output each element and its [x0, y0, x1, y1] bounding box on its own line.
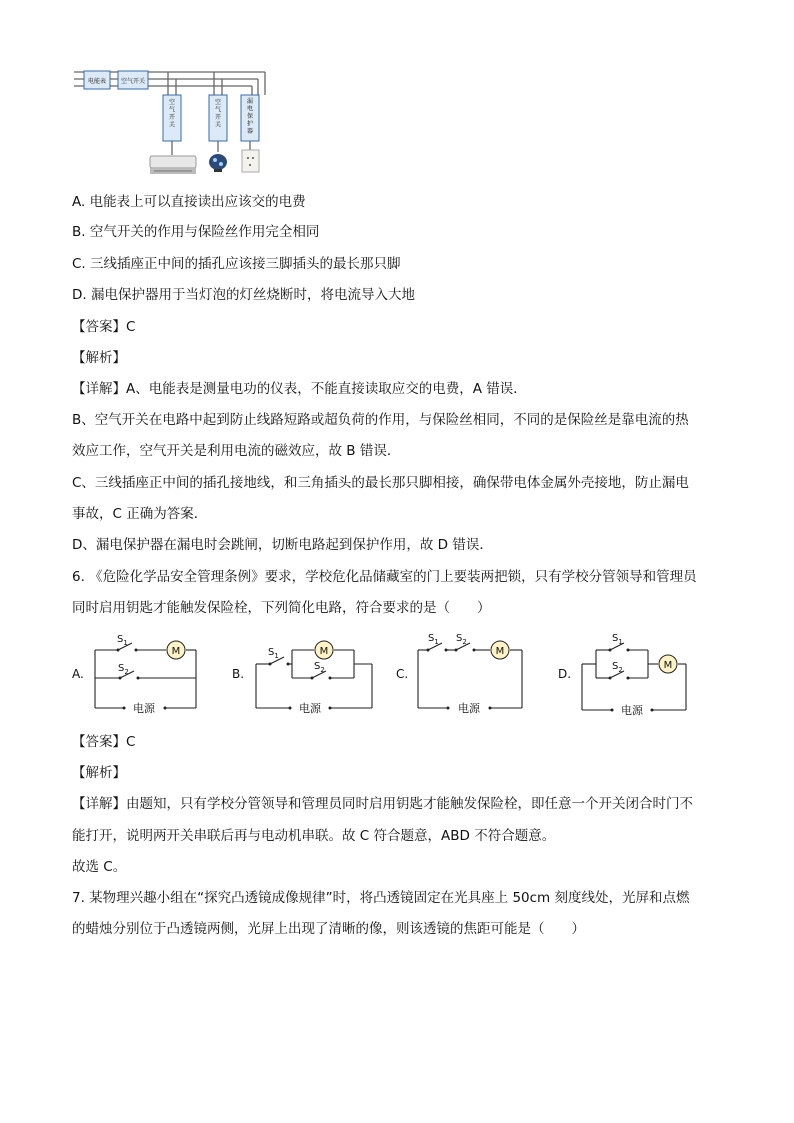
motor-icon [659, 655, 677, 673]
q6-detail-line: 【详解】由题知，只有学校分管领导和管理员同时启用钥匙才能触发保险栓，即任意一个开关闭合时门不 [72, 796, 693, 812]
circuit-option-b: B. [232, 667, 245, 681]
q5-answer: 【答案】C [72, 319, 136, 335]
q5-detail-line: 【详解】A、电能表是测量电功的仪表，不能直接读取应交的电费，A 错误． [72, 381, 527, 397]
main-air-switch-label: 空气开关 [120, 78, 146, 85]
svg-text:S1: $S_1$ [268, 647, 279, 660]
q6-conclusion: 故选 C。 [72, 859, 127, 875]
q6-answer: 【答案】C [72, 734, 136, 750]
svg-text:M: M [495, 646, 505, 657]
q6-detail-line: 能打开，说明两开关串联后再与电动机串联。故 C 符合题意，ABD 不符合题意。 [72, 828, 556, 844]
power-source-label: 电源 [299, 702, 321, 715]
q5-detail-line: D、漏电保护器在漏电时会跳闸，切断电路起到保护作用，故 D 错误． [72, 537, 493, 553]
q7-stem-line: 的蜡烛分别位于凸透镜两侧，光屏上出现了清晰的像，则该透镜的焦距可能是（ ） [72, 921, 585, 937]
circuit-option-d: D. [558, 667, 572, 681]
three-pin-socket-icon [242, 150, 259, 172]
svg-text:S2: $S_2$ [314, 661, 325, 674]
svg-text:S2: $S_2$ [612, 661, 623, 674]
svg-text:S1: $S_1$ [428, 633, 439, 646]
svg-text:S2: $S_2$ [456, 633, 467, 646]
power-source-label: 电源 [621, 704, 643, 717]
q5-option-b: B. 空气开关的作用与保险丝作用完全相同 [72, 224, 320, 240]
q5-option-a: A. 电能表上可以直接读出应该交的电费 [72, 194, 306, 210]
q7-stem-line: 7. 某物理兴趣小组在“探究凸透镜成像规律”时，将凸透镜固定在光具座上 50cm 刻度线处，光屏和点燃 [72, 890, 690, 906]
q5-detail-line: 事故，C 正确为答案． [72, 506, 208, 522]
motor-icon [167, 641, 185, 659]
branch-air-switch-1-label: 空气开关 [168, 99, 176, 129]
circuit-option-a: A. [72, 667, 84, 681]
motor-icon [491, 641, 509, 659]
q6-stem-line: 6. 《危险化学品安全管理条例》要求，学校危化品储藏室的门上要装两把锁，只有学校分管领导和管理员 [72, 569, 697, 585]
q5-detail-line: B、空气开关在电路中起到防止线路短路或超负荷的作用，与保险丝相同，不同的是保险丝是靠电流的热 [72, 412, 689, 428]
svg-text:S2: $S_2$ [118, 663, 129, 676]
q5-detail-line: C、三线插座正中间的插孔接地线，和三角插头的最长那只脚相接，确保带电体金属外壳接地，防止漏电 [72, 475, 689, 491]
power-source-label: 电源 [133, 702, 155, 715]
branch-air-switch-2-label: 空气开关 [214, 99, 222, 129]
motor-icon [315, 641, 333, 659]
q6-circuit-options [0, 628, 794, 723]
svg-text:S1: $S_1$ [612, 633, 623, 646]
electric-meter-label: 电能表 [87, 78, 107, 85]
q5-option-c: C. 三线插座正中间的插孔应该接三脚插头的最长那只脚 [72, 256, 401, 272]
lamp-icon [209, 154, 227, 172]
q5-detail-line: 效应工作，空气开关是利用电流的磁效应，故 B 错误． [72, 443, 401, 459]
svg-text:M: M [171, 646, 181, 657]
q5-option-d: D. 漏电保护器用于当灯泡的灯丝烧断时，将电流导入大地 [72, 287, 415, 303]
q5-analysis-label: 【解析】 [72, 350, 126, 366]
q6-analysis-label: 【解析】 [72, 765, 126, 781]
svg-text:M: M [319, 646, 329, 657]
svg-text:M: M [663, 660, 673, 671]
air-conditioner-icon [150, 156, 196, 174]
svg-text:S1: $S_1$ [117, 634, 128, 647]
circuit-option-c: C. [396, 667, 409, 681]
leakage-protector-label: 漏电保护器 [246, 98, 254, 135]
household-wiring-figure [0, 0, 794, 185]
power-source-label: 电源 [458, 702, 480, 715]
q6-stem-line: 同时启用钥匙才能触发保险栓，下列简化电路，符合要求的是（ ） [72, 600, 491, 616]
